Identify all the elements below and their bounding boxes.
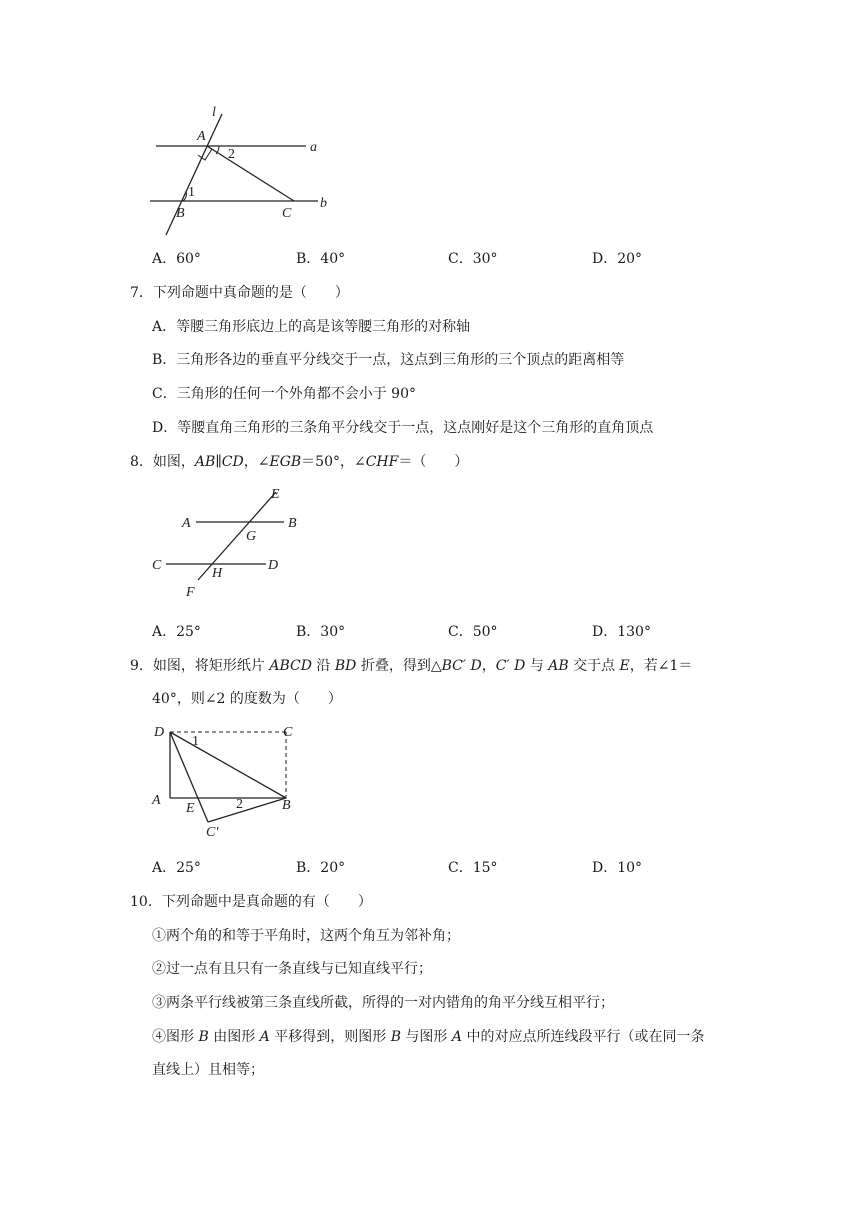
q9-stem-line2: 40°，则∠2 的度数为（ ） bbox=[152, 691, 342, 707]
q10-item4-b2: B bbox=[390, 1029, 401, 1045]
q10-item-4-line2: 直线上）且相等； bbox=[152, 1062, 264, 1078]
q9-stem-part-c: 折叠，得到△ bbox=[356, 658, 442, 674]
q6-option-b[interactable]: B．40° bbox=[296, 251, 346, 267]
q8-stem-parallel: ∥ bbox=[215, 454, 222, 470]
q8-label-B: B bbox=[288, 516, 297, 531]
q7-stem: 7．下列命题中真命题的是（ ） bbox=[130, 285, 349, 301]
q9-stem-part-a: 9．如图，将矩形纸片 bbox=[130, 658, 270, 674]
q6-option-d[interactable]: D．20° bbox=[592, 251, 643, 267]
q9-stem-part-d: ， bbox=[481, 658, 496, 674]
q7-option-b[interactable]: B．三角形各边的垂直平分线交于一点，这点到三角形的三个顶点的距离相等 bbox=[152, 352, 625, 368]
q9-stem-e: E bbox=[619, 658, 630, 674]
q6-options bbox=[152, 248, 712, 270]
q6-option-a[interactable]: A．60° bbox=[152, 251, 201, 267]
q8-stem-end: ＝（ ） bbox=[398, 454, 469, 470]
q8-option-c[interactable]: C．50° bbox=[448, 624, 498, 640]
q10-item4-a1: A bbox=[259, 1029, 270, 1045]
q6-label-b: b bbox=[320, 196, 327, 211]
q8-stem-egb: EGB bbox=[269, 454, 302, 470]
q9-label-D: D bbox=[154, 725, 165, 740]
q7-option-c[interactable]: C．三角形的任何一个外角都不会小于 90° bbox=[152, 386, 416, 402]
q10-item4-part-a: ④图形 bbox=[152, 1029, 199, 1045]
q9-stem-abcd: ABCD bbox=[269, 658, 312, 674]
q8-stem-val: ＝50°，∠ bbox=[301, 454, 366, 470]
q9-label-E: E bbox=[186, 801, 195, 816]
q9-stem-part-g: ，若∠1＝ bbox=[629, 658, 693, 674]
q9-options bbox=[152, 857, 712, 879]
q8-diagram bbox=[148, 482, 308, 604]
q8-stem-mid: ，∠ bbox=[243, 454, 270, 470]
q8-stem-cd: CD bbox=[221, 454, 244, 470]
q8-label-A: A bbox=[182, 516, 191, 531]
q6-label-a: a bbox=[310, 140, 317, 155]
q8-label-F: F bbox=[186, 585, 195, 600]
q8-label-E: E bbox=[271, 487, 280, 502]
q8-label-H: H bbox=[212, 566, 223, 581]
q9-label-angle1: 1 bbox=[192, 734, 199, 749]
q7-option-a[interactable]: A．等腰三角形底边上的高是该等腰三角形的对称轴 bbox=[152, 319, 471, 335]
q6-diagram bbox=[140, 100, 350, 240]
q6-figure bbox=[140, 100, 350, 240]
q9-option-a[interactable]: A．25° bbox=[152, 860, 201, 876]
q10-item4-part-b: 由图形 bbox=[208, 1029, 260, 1045]
q10-item-3: ③两条平行线被第三条直线所截，所得的一对内错角的角平分线互相平行； bbox=[152, 995, 614, 1011]
q10-item-4 bbox=[152, 1026, 704, 1046]
q10-item4-part-c: 平移得到，则图形 bbox=[269, 1029, 391, 1045]
q9-label-C: C bbox=[283, 725, 293, 740]
q8-label-D: D bbox=[268, 558, 279, 573]
q6-label-A: A bbox=[197, 129, 206, 144]
q9-stem-line1 bbox=[130, 655, 692, 675]
q8-option-d[interactable]: D．130° bbox=[592, 624, 651, 640]
q9-diagram bbox=[146, 718, 306, 840]
q10-item4-a2: A bbox=[451, 1029, 463, 1045]
q9-option-c[interactable]: C．15° bbox=[448, 860, 498, 876]
q9-figure bbox=[146, 718, 306, 840]
q8-option-a[interactable]: A．25° bbox=[152, 624, 201, 640]
q9-label-B: B bbox=[282, 798, 291, 813]
q9-label-C-prime: C′ bbox=[206, 825, 219, 840]
q6-label-l: l bbox=[212, 105, 216, 120]
q6-label-angle2: 2 bbox=[228, 147, 235, 162]
q10-item-1: ①两个角的和等于平角时，这两个角互为邻补角； bbox=[152, 928, 460, 944]
q9-stem-ab: AB bbox=[548, 658, 569, 674]
q9-stem-part-e: 与 bbox=[525, 658, 549, 674]
q8-stem-ab: AB bbox=[194, 454, 216, 470]
q9-label-angle2: 2 bbox=[236, 797, 243, 812]
q8-label-G: G bbox=[246, 529, 257, 544]
q9-label-A: A bbox=[152, 793, 161, 808]
q10-stem: 10．下列命题中是真命题的有（ ） bbox=[130, 894, 372, 910]
q9-stem-bcd: BC′ D bbox=[441, 658, 482, 674]
q8-label-C: C bbox=[152, 558, 162, 573]
q6-label-B: B bbox=[176, 206, 185, 221]
q9-stem-part-f: 交于点 bbox=[568, 658, 620, 674]
q6-label-C: C bbox=[282, 206, 292, 221]
q10-item4-b1: B bbox=[198, 1029, 209, 1045]
q9-option-d[interactable]: D．10° bbox=[592, 860, 643, 876]
q10-item-2: ②过一点有且只有一条直线与已知直线平行； bbox=[152, 961, 432, 977]
q8-stem-chf: CHF bbox=[365, 454, 399, 470]
q7-option-d[interactable]: D．等腰直角三角形的三条角平分线交于一点，这点刚好是这个三角形的直角顶点 bbox=[152, 420, 654, 436]
q8-options bbox=[152, 621, 712, 643]
q9-option-b[interactable]: B．20° bbox=[296, 860, 346, 876]
q9-stem-cd: C′ D bbox=[495, 658, 526, 674]
q8-option-b[interactable]: B．30° bbox=[296, 624, 346, 640]
q9-stem-part-b: 沿 bbox=[311, 658, 335, 674]
q10-item4-part-d: 与图形 bbox=[400, 1029, 452, 1045]
q9-stem-bd: BD bbox=[334, 658, 357, 674]
q8-stem bbox=[130, 451, 468, 471]
q6-label-angle1: 1 bbox=[188, 185, 195, 200]
q6-option-c[interactable]: C．30° bbox=[448, 251, 498, 267]
q10-item4-part-e: 中的对应点所连线段平行（或在同一条 bbox=[462, 1029, 705, 1045]
q8-stem-prefix: 8．如图， bbox=[130, 454, 195, 470]
q8-figure bbox=[148, 482, 308, 604]
